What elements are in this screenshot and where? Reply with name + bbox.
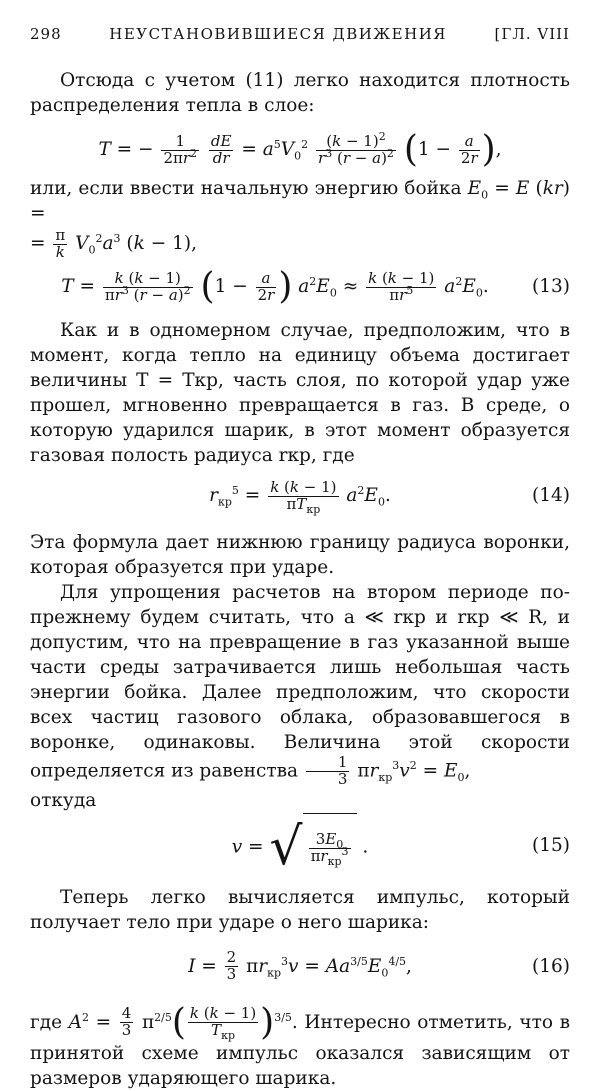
paragraph-2: или, если ввести начальную энергию бойка $E_0 = E$ (kr) = xyxy=(30,178,570,224)
paragraph-2-text: или, если ввести начальную энергию бойка xyxy=(30,178,462,199)
equation-15: v = √ $\frac{3E_0}{\pi r_{кр}^3}$ . (15) xyxy=(30,813,570,879)
paragraph-1: Отсюда с учетом (11) легко находится плотность распределения тепла в слое: xyxy=(30,70,570,116)
page xyxy=(30,22,570,1091)
equation-number-14: (14) xyxy=(532,485,570,506)
equation-number-15: (15) xyxy=(532,834,570,856)
equation-14: $r_{кр}^5$ = $\frac{k (k - 1)}{\pi T_{кр}}$ $a^2E_0$. (14) xyxy=(30,468,570,524)
chapter-label: [ГЛ. VIII xyxy=(494,25,570,43)
equation-initial-energy: = $\frac{\pi}{k}$ $V_0^2a^3$ (k − 1), xyxy=(30,225,198,261)
equation-13: T = $\frac{k (k - 1)}{\pi r^3 (r - a)^2}$ (1 − $\frac{a}{2r}$ ) $a^2E_0$ ≈ $\frac{k (k - 1)}{\pi r^5}$ $a^2E_0$. (13) xyxy=(30,262,570,312)
paragraph-5: Для упрощения расчетов на втором периоде по-прежнему будем считать, что a ≪ rкр и rкр ≪ R, и допустим, что на превращение в газ указанной выше части среды затрачивается лишь небольшая часть энергии бойка. Далее предположим, что скорости всех частиц газового облака, образовавшегося в воронке, одинаковы. Величина этой скорости определяется из равенства $\frac{1}{3}$ $\pi r_{кр}^3v^2 = E_0$, xyxy=(30,582,570,788)
paragraph-7: где $A^2$ = $\frac{4}{3}$ $\pi^{2/5}$( $\frac{k (k - 1)}{T_{кр}}$ )$^{3/5}$. Интересно отметить, что в принятой схеме импульс оказался зависящим от размеров ударяющего шарика. xyxy=(30,1001,571,1089)
paragraph-3: Как и в одномерном случае, предположим, что в момент, когда тепло на единицу объема достигает величины T = Tкр, часть слоя, по которой удар уже прошел, мгновенно превращается в газ. В среде, о которую ударился шарик, в этот момент образуется газовая полость радиуса rкр, где xyxy=(30,320,570,466)
running-header xyxy=(30,22,570,46)
equation-density: T = − $\frac{1}{2\pi r^2}$ $\frac{dE}{dr}$ = $a^5V_0^2$ $\frac{(k - 1)^2}{r^3 (r - a)^2}$ (1 − $\frac{a}{2r}$ ), xyxy=(98,129,502,170)
page-number: 298 xyxy=(30,25,62,43)
paragraph-7-end: . Интересно отметить, что в принятой схеме импульс оказался зависящим от размеров ударяющего шарика. xyxy=(30,1011,571,1089)
running-title: НЕУСТАНОВИВШИЕСЯ ДВИЖЕНИЯ xyxy=(109,25,447,43)
paragraph-5-text: Для упрощения расчетов на втором периоде по-прежнему будем считать, что a ≪ rкр и rкр ≪ R, и допустим, что на превращение в газ указанной выше части среды затрачивается лишь небольшая часть энергии бойка. Далее предположим, что скорости всех частиц газового облака, образовавшегося в воронке, одинаковы. Величина этой скорости определяется из равенства xyxy=(30,582,570,782)
paragraph-5-end: откуда xyxy=(30,789,97,811)
equation-16: I = $\frac{2}{3}$ $\pi r_{кр}^3v = Aa^{3/5}E_0^{4/5}$, (16) xyxy=(30,935,570,999)
paragraph-7-start: где xyxy=(30,1011,63,1033)
equation-number-13: (13) xyxy=(532,276,570,297)
paragraph-4: Эта формула дает нижнюю границу радиуса воронки, которая образуется при ударе. xyxy=(30,532,570,578)
paragraph-6: Теперь легко вычисляется импульс, который получает тело при ударе о него шарика: xyxy=(30,886,570,933)
equation-number-16: (16) xyxy=(532,955,570,977)
